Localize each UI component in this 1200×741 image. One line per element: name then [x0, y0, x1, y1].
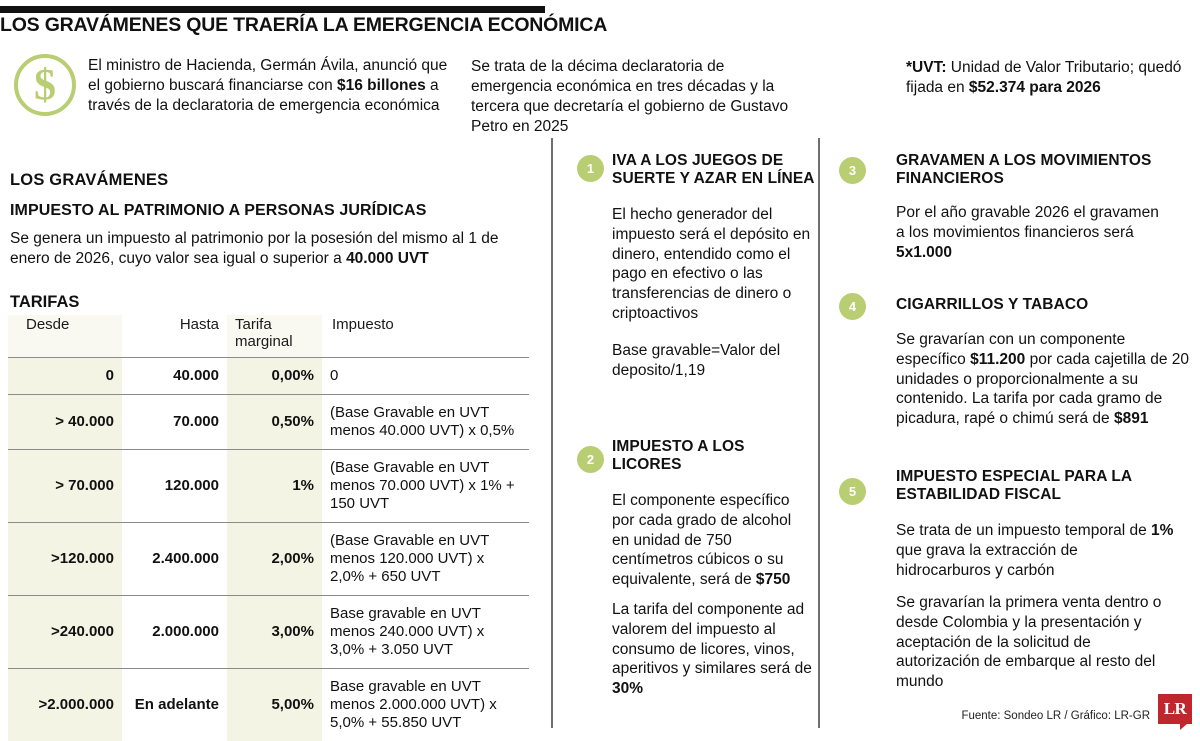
table-row [8, 668, 529, 741]
item-title-estabilidad-fiscal: IMPUESTO ESPECIAL PARA LA ESTABILIDAD FISCAL [896, 468, 1132, 504]
column-divider-2 [818, 138, 820, 728]
table-row [8, 449, 529, 522]
cell-impuesto: Base gravable en UVT menos 2.000.000 UVT) x 5,0% + 55.850 UVT [322, 668, 529, 741]
table-header-row [8, 315, 529, 357]
item-number-badge-1: 1 [577, 155, 604, 182]
page-title: LOS GRAVÁMENES QUE TRAERÍA LA EMERGENCIA ECONÓMICA [0, 14, 608, 36]
cell-tarifa: 5,00% [227, 668, 322, 741]
cell-desde: > 70.000 [8, 449, 122, 522]
item-body-estabilidad-fiscal-1: Se trata de un impuesto temporal de 1% que grava la extracción de hidrocarburos y carbón [896, 522, 1174, 579]
cell-desde: >2.000.000 [8, 668, 122, 741]
intro-text-financing: El ministro de Hacienda, Germán Ávila, anunció que el gobierno buscará financiarse con $16 billones a través de la declaratoria de emergencia económica [88, 57, 448, 115]
cell-hasta: 2.400.000 [122, 522, 227, 595]
cell-tarifa: 0,00% [227, 357, 322, 394]
table-row [8, 595, 529, 668]
cell-tarifa: 2,00% [227, 522, 322, 595]
item-title-iva-juegos: IVA A LOS JUEGOS DE SUERTE Y AZAR EN LÍNEA [612, 152, 815, 188]
cell-impuesto: (Base Gravable en UVT menos 70.000 UVT) x 1% + 150 UVT [322, 449, 529, 522]
cell-hasta: En adelante [122, 668, 227, 741]
cell-impuesto: (Base Gravable en UVT menos 120.000 UVT) x 2,0% + 650 UVT [322, 522, 529, 595]
cell-desde: 0 [8, 357, 122, 394]
cell-impuesto: (Base Gravable en UVT menos 40.000 UVT) x 0,5% [322, 394, 529, 449]
column-header-impuesto: Impuesto [332, 316, 394, 333]
source-credit: Fuente: Sondeo LR / Gráfico: LR-GR [961, 710, 1150, 722]
column-header-tarifa-marginal: Tarifa marginal [227, 315, 322, 357]
item-title-cigarrillos: CIGARRILLOS Y TABACO [896, 296, 1089, 313]
column-header-hasta: Hasta [179, 316, 219, 333]
cell-tarifa: 1% [227, 449, 322, 522]
dollar-glyph: $ [34, 60, 56, 109]
item-body-estabilidad-fiscal-2: Se gravarían la primera venta dentro o desde Colombia y la presentación y aceptación de la solicitud de autorización de embarque al resto del mundo [896, 594, 1162, 691]
column-header-desde: Desde [8, 315, 122, 357]
intro-text-uvt-note: *UVT: Unidad de Valor Tributario; quedó fijada en $52.374 para 2026 [906, 59, 1182, 97]
item-number-badge-3: 3 [839, 157, 866, 184]
column-divider-1 [551, 138, 553, 728]
item-body-gmf: Por el año gravable 2026 el gravamen a los movimientos financieros será 5x1.000 [896, 204, 1159, 261]
cell-desde: >240.000 [8, 595, 122, 668]
cell-desde: > 40.000 [8, 394, 122, 449]
cell-hasta: 40.000 [122, 357, 227, 394]
item-number-badge-2: 2 [577, 446, 604, 473]
cell-desde: >120.000 [8, 522, 122, 595]
cell-hasta: 2.000.000 [122, 595, 227, 668]
item-body-iva-juegos-1: El hecho generador del impuesto será el depósito en dinero, entendido como el pago en efectivo o las transferencias de dinero o criptoactivos [612, 206, 811, 323]
item-body-iva-juegos-2: Base gravable=Valor del deposito/1,19 [612, 342, 781, 379]
cell-tarifa: 0,50% [227, 394, 322, 449]
header-rule [0, 6, 545, 13]
cell-impuesto: 0 [322, 357, 529, 394]
patrimonio-description: Se genera un impuesto al patrimonio por la posesión del mismo al 1 de enero de 2026, cuyo valor sea igual o superior a 40.000 UVT [10, 230, 499, 268]
table-row [8, 394, 529, 449]
cell-impuesto: Base gravable en UVT menos 240.000 UVT) x 3,0% + 3.050 UVT [322, 595, 529, 668]
cell-hasta: 120.000 [122, 449, 227, 522]
item-number-badge-4: 4 [839, 293, 866, 320]
item-body-cigarrillos: Se gravarían con un componente específico $11.200 por cada cajetilla de 20 unidades o proporcionalmente a su contenido. La tarifa por cada gramo de picadura, rapé o chimú será de $891 [896, 331, 1190, 428]
subsection-label-patrimonio: IMPUESTO AL PATRIMONIO A PERSONAS JURÍDICAS [10, 202, 427, 219]
item-title-gmf: GRAVAMEN A LOS MOVIMIENTOS FINANCIEROS [896, 152, 1152, 188]
tarifas-table [8, 315, 529, 741]
item-body-licores-2: La tarifa del componente ad valorem del impuesto al consumo de licores, vinos, aperitivos y similares será de 30% [612, 601, 812, 698]
item-body-licores-1: El componente específico por cada grado de alcohol en unidad de 750 centímetros cúbicos o su equivalente, será de $750 [612, 492, 792, 589]
cell-tarifa: 3,00% [227, 595, 322, 668]
table-row [8, 357, 529, 394]
lr-logo: LR [1158, 694, 1192, 724]
section-label-gravamenes: LOS GRAVÁMENES [10, 171, 169, 189]
table-row [8, 522, 529, 595]
cell-hasta: 70.000 [122, 394, 227, 449]
dollar-circle-icon [14, 54, 76, 116]
table-body [8, 357, 529, 741]
table-label-tarifas: TARIFAS [10, 293, 80, 311]
item-title-licores: IMPUESTO A LOS LICORES [612, 438, 745, 474]
item-number-badge-5: 5 [839, 478, 866, 505]
intro-text-declaration: Se trata de la décima declaratoria de emergencia económica en tres décadas y la tercera que decretaría el gobierno de Gustavo Petro en 2025 [471, 58, 789, 136]
